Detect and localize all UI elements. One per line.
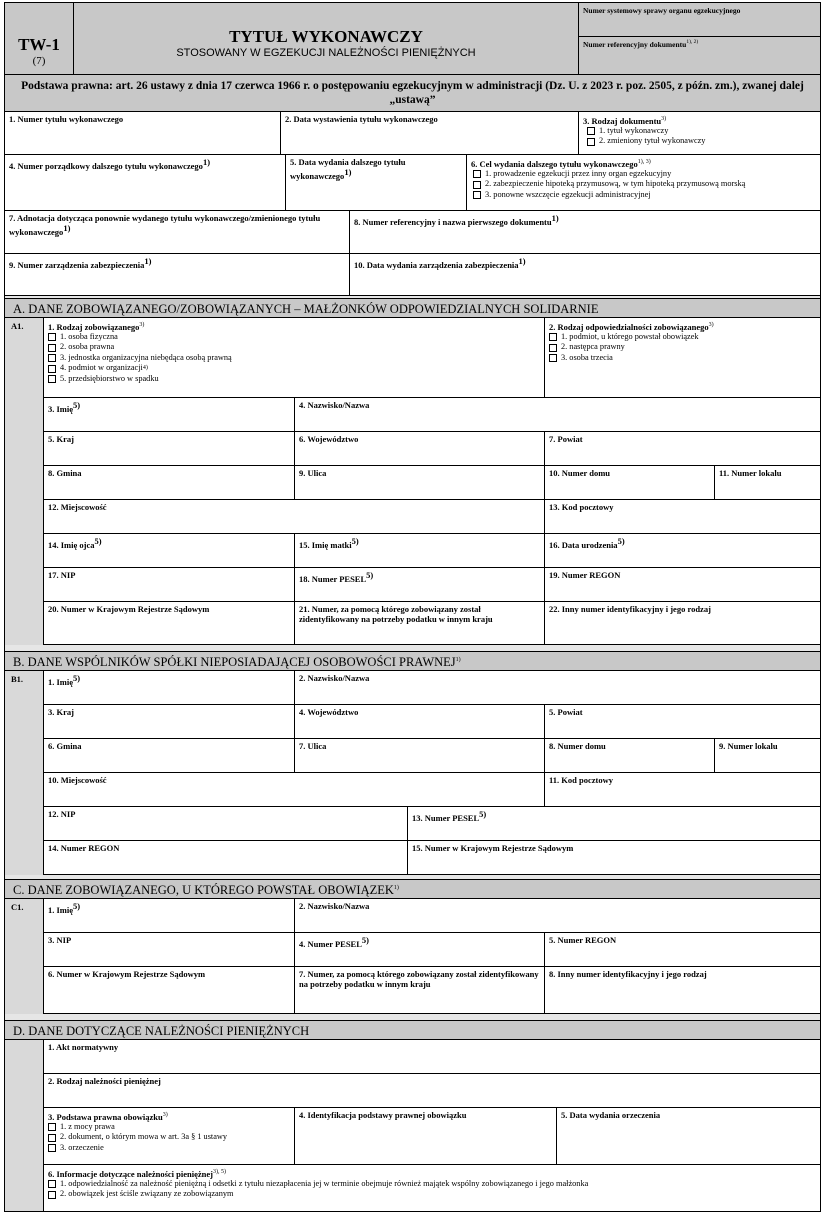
row-id: B1.: [11, 674, 24, 684]
label: 6. Cel wydania dalszego tytułu wykonawczego: [471, 158, 638, 169]
label: 5. Kraj: [48, 434, 74, 444]
label: 1. Numer tytułu wykonawczego: [9, 114, 124, 124]
field-next-title-date[interactable]: [286, 155, 467, 211]
option-label: 3. jednostka organizacyjna niebędąca osobą prawną: [60, 352, 232, 362]
label: 5. Data wydania orzeczenia: [561, 1110, 661, 1120]
system-number-field[interactable]: [579, 3, 820, 37]
sup: 5): [94, 536, 102, 546]
option-label: 2. następca prawny: [561, 342, 625, 352]
field-d-legal-basis: [44, 1108, 295, 1165]
label: 4. Województwo: [299, 707, 359, 717]
option-legal-basis-2[interactable]: [48, 1132, 290, 1143]
label: 6. Informacje dotyczące należności pieniężnej: [48, 1168, 213, 1179]
label: 7. Powiat: [549, 434, 583, 444]
label: 5. Numer REGON: [549, 935, 617, 945]
checkbox[interactable]: [48, 1123, 56, 1131]
sup: 5): [617, 536, 625, 546]
label: 10. Miejscowość: [48, 775, 107, 785]
row-id: C1.: [11, 902, 24, 912]
field-b-nip[interactable]: [44, 807, 408, 841]
sup: 3): [162, 1112, 168, 1118]
sup: 3), 5): [213, 1169, 226, 1175]
section-title: D. DANE DOTYCZĄCE NALEŻNOŚCI PIENIĘŻNYCH: [13, 1024, 310, 1038]
sup: 1): [551, 213, 559, 223]
checkbox[interactable]: [549, 344, 557, 352]
field-a-mother-name[interactable]: [295, 534, 545, 568]
option-legal-basis-3[interactable]: [48, 1143, 290, 1154]
section-c-side: [5, 899, 44, 1014]
label: 6. Numer w Krajowym Rejestrze Sądowym: [48, 969, 206, 979]
option-doc-type-1[interactable]: [587, 126, 816, 137]
option-label: 3. orzeczenie: [60, 1142, 104, 1152]
sup: 5): [479, 809, 487, 819]
sup: 4): [142, 365, 148, 372]
option-label: 2. obowiązek jest ściśle związany ze zobowiązanym: [60, 1189, 234, 1199]
label: 10. Data wydania zarządzenia zabezpieczenia: [354, 260, 519, 270]
title-box: [74, 3, 579, 75]
field-c-first-name[interactable]: [44, 899, 295, 933]
field-c-krs[interactable]: [44, 967, 295, 1014]
field-c-regon[interactable]: [545, 933, 820, 967]
option-label: 2. zmieniony tytuł wykonawczy: [599, 136, 706, 146]
field-a-voivodeship[interactable]: [295, 432, 545, 466]
sup: 1): [344, 167, 352, 177]
field-b-pesel[interactable]: [408, 807, 820, 841]
option-receivable-info-1[interactable]: [48, 1179, 816, 1190]
option-purpose-3[interactable]: [473, 190, 816, 201]
field-a-postal-code[interactable]: [545, 500, 820, 534]
form-version: (7): [32, 55, 46, 67]
field-next-title-number[interactable]: [5, 155, 286, 211]
label: 2. Nazwisko/Nazwa: [299, 673, 370, 683]
field-first-document-ref[interactable]: [350, 211, 820, 254]
section-c-header: [5, 879, 820, 899]
option-label: 1. tytuł wykonawczy: [599, 125, 669, 135]
option-debtor-type-4[interactable]: [48, 363, 540, 374]
label: 9. Numer lokalu: [719, 741, 778, 751]
field-a-city[interactable]: [44, 500, 545, 534]
option-label: 1. z mocy prawa: [60, 1121, 115, 1131]
label: 20. Numer w Krajowym Rejestrze Sądowym: [48, 604, 210, 614]
label: 4. Numer PESEL: [299, 939, 362, 949]
label: 9. Numer zarządzenia zabezpieczenia: [9, 260, 145, 270]
option-purpose-1[interactable]: [473, 169, 816, 180]
label: 2. Rodzaj należności pieniężnej: [48, 1076, 161, 1086]
checkbox[interactable]: [48, 1191, 56, 1199]
field-b-krs[interactable]: [408, 841, 820, 875]
option-doc-type-2[interactable]: [587, 136, 816, 147]
checkbox[interactable]: [48, 344, 56, 352]
field-b-surname[interactable]: [295, 671, 820, 705]
checkbox[interactable]: [473, 181, 481, 189]
label: 3. NIP: [48, 935, 72, 945]
system-number-label: Numer systemowy sprawy organu egzekucyjnego: [583, 6, 741, 15]
sup: 1): [63, 223, 71, 233]
label: 12. Miejscowość: [48, 502, 107, 512]
field-b-apartment-number[interactable]: [715, 739, 820, 773]
form-subtitle: STOSOWANY W EGZEKUCJI NALEŻNOŚCI PIENIĘŻNYCH: [176, 47, 476, 59]
field-security-order-date[interactable]: [350, 254, 820, 296]
label: 2. Rodzaj odpowiedzialności zobowiązanego: [549, 321, 709, 332]
section-b-header: [5, 651, 820, 671]
field-annotation[interactable]: [5, 211, 350, 254]
checkbox[interactable]: [48, 1180, 56, 1188]
field-b-country[interactable]: [44, 705, 295, 739]
label: 3. Podstawa prawna obowiązku: [48, 1111, 163, 1122]
field-a-street[interactable]: [295, 466, 545, 500]
label: 11. Kod pocztowy: [549, 775, 613, 785]
option-label: 2. osoba prawna: [60, 342, 115, 352]
label: 16. Data urodzenia: [549, 540, 618, 550]
label: 1. Akt normatywny: [48, 1042, 119, 1052]
field-a-father-name[interactable]: [44, 534, 295, 568]
field-d-receivable-info: [44, 1165, 820, 1211]
label: 6. Województwo: [299, 434, 359, 444]
field-a-apartment-number[interactable]: [715, 466, 820, 500]
sup: 5): [361, 935, 369, 945]
option-legal-basis-1[interactable]: [48, 1122, 290, 1133]
field-b-municipality[interactable]: [44, 739, 295, 773]
option-label: 3. ponowne wszczęcie egzekucji administracyjnej: [485, 189, 651, 199]
form-code: TW-1: [18, 35, 60, 54]
field-c-nip[interactable]: [44, 933, 295, 967]
field-b-regon[interactable]: [44, 841, 408, 875]
field-document-type: [579, 112, 820, 155]
section-title: C. DANE ZOBOWIĄZANEGO, U KTÓREGO POWSTAŁ OBOWIĄZEK: [13, 883, 394, 897]
reference-number-field[interactable]: [579, 37, 820, 75]
checkbox[interactable]: [473, 191, 481, 199]
field-d-legal-basis-id[interactable]: [295, 1108, 557, 1165]
label: 12. NIP: [48, 809, 76, 819]
field-b-postal-code[interactable]: [545, 773, 820, 807]
field-c-foreign-tax-id[interactable]: [295, 967, 545, 1014]
label: 7. Numer, za pomocą którego zobowiązany został zidentyfikowany na potrzeby podatku w innym kraju: [299, 969, 539, 989]
field-a-birth-date[interactable]: [545, 534, 820, 568]
label: 8. Numer domu: [549, 741, 606, 751]
field-a-krs[interactable]: [44, 602, 295, 645]
label: 7. Adnotacja dotycząca ponownie wydanego tytułu wykonawczego/zmienionego tytułu wykonawczego: [9, 213, 321, 237]
label: 9. Ulica: [299, 468, 327, 478]
checkbox[interactable]: [48, 1144, 56, 1152]
label: 7. Ulica: [299, 741, 327, 751]
section-title: A. DANE ZOBOWIĄZANEGO/ZOBOWIĄZANYCH – MAŁŻONKÓW ODPOWIEDZIALNYCH SOLIDARNIE: [13, 302, 599, 316]
reference-number-sup: 1), 2): [686, 39, 699, 45]
sup: 1): [518, 256, 526, 266]
field-a-first-name[interactable]: [44, 398, 295, 432]
form-code-box: [5, 3, 74, 75]
option-liability-1[interactable]: [549, 332, 816, 343]
row-id: A1.: [11, 321, 24, 331]
field-b-house-number[interactable]: [545, 739, 715, 773]
field-d-ruling-date[interactable]: [557, 1108, 820, 1165]
sup: 1): [202, 157, 211, 167]
option-debtor-type-1[interactable]: [48, 332, 540, 343]
field-b-first-name[interactable]: [44, 671, 295, 705]
label: 5. Powiat: [549, 707, 583, 717]
option-receivable-info-2[interactable]: [48, 1189, 816, 1200]
field-a-liability-type: [545, 318, 820, 398]
field-title-number[interactable]: [5, 112, 281, 155]
label: 11. Numer lokalu: [719, 468, 782, 478]
sup: 1): [144, 256, 152, 266]
label: 8. Gmina: [48, 468, 82, 478]
sup: 3): [661, 116, 667, 122]
section-a-header: [5, 298, 820, 318]
checkbox[interactable]: [549, 333, 557, 341]
option-purpose-2[interactable]: [473, 179, 816, 190]
section-d-side: [5, 1040, 44, 1211]
label: 18. Numer PESEL: [299, 574, 367, 584]
field-a-country[interactable]: [44, 432, 295, 466]
option-debtor-type-5[interactable]: [48, 374, 540, 385]
field-c-surname[interactable]: [295, 899, 820, 933]
label: 2. Nazwisko/Nazwa: [299, 901, 370, 911]
label: 10. Numer domu: [549, 468, 610, 478]
checkbox[interactable]: [48, 354, 56, 362]
option-label: 2. dokument, o którym mowa w art. 3a § 1 ustawy: [60, 1132, 228, 1142]
label: 15. Numer w Krajowym Rejestrze Sądowym: [412, 843, 574, 853]
field-a-foreign-tax-id[interactable]: [295, 602, 545, 645]
label: 13. Numer PESEL: [412, 813, 480, 823]
label: 17. NIP: [48, 570, 76, 580]
checkbox[interactable]: [549, 354, 557, 362]
label: 15. Imię matki: [299, 540, 352, 550]
option-label: 1. prowadzenie egzekucji przez inny organ egzekucyjny: [485, 168, 672, 178]
field-next-title-purpose: [467, 155, 820, 211]
sup: 5): [366, 570, 374, 580]
label: 21. Numer, za pomocą którego zobowiązany został zidentyfikowany na potrzeby podatku w innym kraju: [299, 604, 493, 624]
section-d-header: [5, 1020, 820, 1040]
option-label: 5. przedsiębiorstwo w spadku: [60, 373, 159, 383]
option-label: 4. podmiot w organizacji: [60, 363, 143, 373]
legal-basis: [5, 75, 820, 112]
sup: 1): [455, 656, 461, 663]
option-label: 1. podmiot, u którego powstał obowiązek: [561, 331, 699, 341]
label: 6. Gmina: [48, 741, 82, 751]
label: 2. Data wystawienia tytułu wykonawczego: [285, 114, 438, 124]
checkbox[interactable]: [587, 138, 595, 146]
field-b-city[interactable]: [44, 773, 545, 807]
field-a-pesel[interactable]: [295, 568, 545, 602]
sup: 1): [393, 884, 399, 891]
sup: 5): [73, 901, 81, 911]
checkbox[interactable]: [48, 365, 56, 373]
sup: 5): [73, 400, 81, 410]
checkbox[interactable]: [473, 170, 481, 178]
section-b-side: [5, 671, 44, 875]
form-page: [4, 2, 821, 1212]
field-issue-date[interactable]: [281, 112, 579, 155]
field-c-pesel[interactable]: [295, 933, 545, 967]
field-b-street[interactable]: [295, 739, 545, 773]
sup: 1), 3): [637, 159, 651, 165]
label: 3. Kraj: [48, 707, 74, 717]
label: 1. Imię: [48, 677, 74, 687]
form-title: TYTUŁ WYKONAWCZY: [229, 27, 423, 46]
sup: 5): [73, 673, 81, 683]
option-label: 1. odpowiedzialność za należność pieniężną i odsetki z tytułu niezapłacenia jej w terminie obejmuje również majątek wspólny zobowiązanego i jego małżonka: [60, 1178, 589, 1188]
option-label: 3. osoba trzecia: [561, 352, 613, 362]
checkbox[interactable]: [587, 127, 595, 135]
label: 4. Nazwisko/Nazwa: [299, 400, 370, 410]
legal-basis-text: Podstawa prawna: art. 26 ustawy z dnia 17 czerwca 1966 r. o postępowaniu egzekucyjnym w administracji (Dz. U. z 2023 r. poz. 2505, z późn. zm.), zwanej dalej „ustawą”: [21, 80, 804, 106]
label: 22. Inny numer identyfikacyjny i jego rodzaj: [549, 604, 711, 614]
checkbox[interactable]: [48, 333, 56, 341]
option-debtor-type-2[interactable]: [48, 342, 540, 353]
reference-number-label: Numer referencyjny dokumentu: [583, 40, 687, 49]
option-debtor-type-3[interactable]: [48, 353, 540, 364]
field-a-county[interactable]: [545, 432, 820, 466]
sup: 3): [139, 322, 145, 328]
label: 1. Rodzaj zobowiązanego: [48, 321, 140, 332]
field-b-voivodeship[interactable]: [295, 705, 545, 739]
field-a-nip[interactable]: [44, 568, 295, 602]
sup: 3): [708, 322, 714, 328]
option-label: 1. osoba fizyczna: [60, 331, 118, 341]
label: 1. Imię: [48, 905, 74, 915]
label: 3. Rodzaj dokumentu: [583, 115, 662, 126]
field-a-debtor-type: [44, 318, 545, 398]
field-a-municipality[interactable]: [44, 466, 295, 500]
field-security-order-number[interactable]: [5, 254, 350, 296]
field-a-surname[interactable]: [295, 398, 820, 432]
field-c-other-id[interactable]: [545, 967, 820, 1014]
label: 5. Data wydania dalszego tytułu wykonawczego: [290, 157, 406, 181]
section-a-side: [5, 318, 44, 645]
field-b-county[interactable]: [545, 705, 820, 739]
label: 13. Kod pocztowy: [549, 502, 614, 512]
field-d-normative-act[interactable]: [44, 1040, 820, 1074]
checkbox[interactable]: [48, 375, 56, 383]
field-d-receivable-type[interactable]: [44, 1074, 820, 1108]
option-label: 2. zabezpieczenie hipoteką przymusową, w tym hipoteką przymusową morską: [485, 179, 746, 189]
label: 14. Imię ojca: [48, 540, 95, 550]
checkbox[interactable]: [48, 1134, 56, 1142]
option-liability-2[interactable]: [549, 342, 816, 353]
field-a-regon[interactable]: [545, 568, 820, 602]
label: 19. Numer REGON: [549, 570, 621, 580]
field-a-other-id[interactable]: [545, 602, 820, 645]
sup: 5): [351, 536, 359, 546]
label: 8. Numer referencyjny i nazwa pierwszego dokumentu: [354, 217, 552, 227]
option-liability-3[interactable]: [549, 353, 816, 364]
label: 4. Identyfikacja podstawy prawnej obowiązku: [299, 1110, 467, 1120]
label: 8. Inny numer identyfikacyjny i jego rodzaj: [549, 969, 707, 979]
field-a-house-number[interactable]: [545, 466, 715, 500]
label: 4. Numer porządkowy dalszego tytułu wykonawczego: [9, 161, 203, 171]
label: 3. Imię: [48, 404, 74, 414]
section-title: B. DANE WSPÓLNIKÓW SPÓŁKI NIEPOSIADAJĄCEJ OSOBOWOŚCI PRAWNEJ: [13, 655, 456, 669]
label: 14. Numer REGON: [48, 843, 120, 853]
